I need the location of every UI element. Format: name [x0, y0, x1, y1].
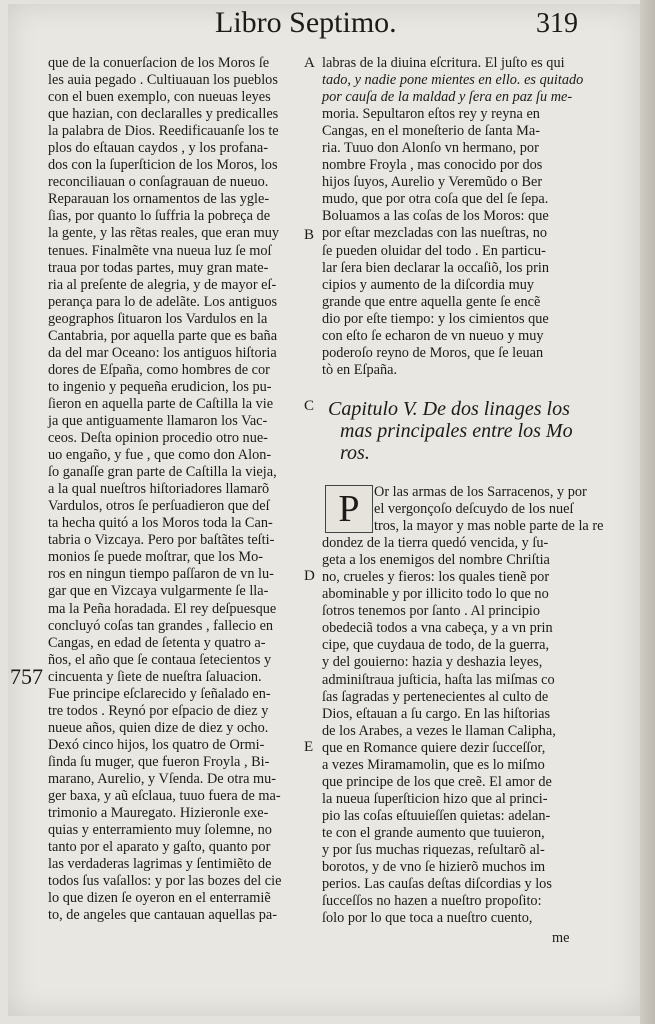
text-line: dos con la ſuperſticion de los Moros, los — [48, 157, 278, 174]
text-line: abominable y por illicito todo lo que no — [322, 586, 549, 603]
text-line: moria. Sepultaron eſtos rey y reyna en — [322, 106, 540, 123]
text-line: adminiſtraua juſticia, haſta las miſmas co — [322, 671, 555, 688]
text-line: ros en ningun tiempo paſſaron de vn lu- — [48, 566, 274, 583]
text-line: ſas ſagradas y pertenecientes al culto de — [322, 688, 549, 705]
text-line: ſotros tenemos por ſanto . Al principio — [322, 603, 540, 620]
text-line: perios. Las cauſas deſtas diſcordias y los — [322, 876, 552, 893]
text-line: con el buen exemplo, con nueuas leyes — [48, 89, 271, 106]
text-line: no, crueles y fieros: los quales tienẽ por — [322, 569, 550, 586]
text-line: la palabra de Dios. Reedificauanſe los te — [48, 123, 279, 140]
right-column-bottom — [322, 484, 604, 927]
text-line: quias y enterramiento muy ſolemne, no — [48, 822, 272, 839]
text-line: monios ſe puede moſtrar, que los Mo- — [48, 549, 264, 566]
text-line: ſucceſſos no hazen a nueſtro propoſito: — [322, 893, 542, 910]
text-line: Dexó cinco hijos, los quatro de Ormi- — [48, 736, 265, 753]
text-line: ria. Tuuo don Alonſo vn hermano, por — [322, 140, 539, 157]
text-line: ja que antiguamente llamaron los Vac- — [48, 412, 268, 429]
text-line: geographos ſituaron los Vardulos en la — [48, 310, 268, 327]
text-line: tabria o Vizcaya. Pero por baſtãtes teſti- — [48, 532, 275, 549]
margin-letter-c: C — [304, 398, 315, 414]
text-line: de los Arabes, a vezes le llaman Calipha, — [322, 722, 556, 739]
text-line: ma la Peña horadada. El rey deſpuesque — [48, 600, 277, 617]
margin-letter-e: E — [304, 739, 314, 755]
text-line: las verdaderas lagrimas y ſentimiẽto de — [48, 856, 272, 873]
text-line: ros. — [340, 442, 370, 464]
text-line: Capitulo V. De dos linages los — [328, 398, 570, 420]
text-line: ria al preſente de alegria, y de mayor eſ- — [48, 276, 277, 293]
margin-letter-d: D — [304, 568, 315, 584]
text-line: Dios, eſtauan a ſu cargo. En las hiſtorias — [322, 705, 551, 722]
text-line: a vezes Miramamolin, que es lo miſmo — [322, 756, 545, 773]
text-line: mudo, que por otra coſa que del ſe ſepa. — [322, 191, 549, 208]
text-line: el vergonçoſo deſcuydo de los nueſ — [374, 501, 574, 518]
text-line: ſinda ſu muger, que fueron Froyla , Bi- — [48, 753, 270, 770]
text-line: todos ſus vaſallos: y por las bozes del cie — [48, 873, 282, 890]
text-line: Reparauan los ornamentos de las ygle- — [48, 191, 270, 208]
text-line: lo que dizen ſe oyeron en el enterramiẽ — [48, 890, 271, 907]
text-line: Or las armas de los Sarracenos, y por — [374, 484, 587, 500]
text-line: perança para lo de adelãte. Los antiguos — [48, 293, 278, 310]
text-line: ſe pueden oluidar del todo . En particu- — [322, 242, 546, 259]
text-line: a la qual nueſtros hiſtoriadores llamarõ — [48, 481, 270, 498]
text-line: tanto por el aparato y gaſto, quanto por — [48, 839, 271, 856]
text-line: traua por todas partes, muy gran mate- — [48, 259, 269, 276]
text-line: ſolo por lo que toca a nueſtro cuento, — [322, 910, 533, 927]
text-line: tado, y nadie pone mientes en ello. es quitado — [322, 72, 584, 89]
text-line: que de la conuerſacion de los Moros ſe — [48, 55, 270, 71]
text-line: ceos. Deſta opinion procedio otro nue- — [48, 430, 268, 447]
text-line: to, de angeles que cantauan aquellas pa- — [48, 907, 278, 924]
text-line: hijos ſuyos, Aurelio y Veremũdo o Ber — [322, 174, 543, 191]
text-line: ſo ganaſſe gran parte de Caſtilla la vieja, — [48, 464, 277, 481]
text-line: poderoſo reyno de Moros, que ſe leuan — [322, 344, 544, 361]
page-edge — [640, 0, 655, 1024]
text-line: por eſtar mezcladas con las nueſtras, no — [322, 225, 548, 242]
right-column-top — [322, 55, 584, 379]
text-line: nueue años, quien dize de diez y ocho. — [48, 719, 269, 736]
text-line: ſieron en aquella parte de Caſtilla la vie — [48, 395, 274, 412]
text-line: les auia pegado . Cultiuauan los pueblos — [48, 72, 278, 89]
text-line: Boluamos a las coſas de los Moros: que — [322, 208, 549, 225]
text-line: concluyó coſas tan grandes , fallecio en — [48, 617, 274, 634]
text-line: dondez de la tierra quedó vencida, y ſu- — [322, 535, 549, 552]
drop-initial: P — [325, 485, 373, 533]
text-line: tros, la mayor y mas noble parte de la re — [374, 518, 604, 535]
text-line: por cauſa de la maldad y ſera en paz ſu me- — [322, 89, 573, 106]
text-line: dores de Eſpaña, como hombres de cor — [48, 361, 270, 378]
margin-letter-b: B — [304, 227, 315, 243]
left-column — [48, 55, 301, 924]
text-line: Vardulos, otros ſe perſuadieron que deſ — [48, 498, 270, 515]
text-line: Cantabria, por aquella parte que es baña — [48, 327, 278, 344]
text-line: con eſto ſe echaron de vn nueuo y muy — [322, 327, 544, 344]
text-line: la nueua ſuperſticion hizo que al princi- — [322, 790, 548, 807]
text-line: geta a los enemigos del nombre Chriſtia — [322, 552, 550, 569]
text-line: gar que en Vizcaya vulgarmente ſe lla- — [48, 583, 269, 600]
text-line: dio por eſte tiempo: y los cimientos que — [322, 310, 549, 327]
catchword: me — [552, 930, 570, 946]
text-line: ños, el año que ſe contaua ſetecientos y — [48, 651, 272, 668]
text-line: reconciliauan o conſagrauan de nueuo. — [48, 174, 269, 191]
text-line: tò en Eſpaña. — [322, 361, 398, 378]
text-line: tenues. Finalmẽte vna nueua luz ſe moſ — [48, 242, 272, 259]
text-line: lar ſera bien declarar la occaſiõ, los prin — [322, 259, 550, 276]
text-line: pio las coſas eſtuuieſſen quietas: adelan- — [322, 807, 551, 824]
text-line: Fue principe eſclarecido y ſeñalado en- — [48, 685, 271, 702]
text-line: te con el grande aumento que tuuieron, — [322, 824, 545, 841]
text-line: Cangas, en el moneſterio de ſanta Ma- — [322, 123, 540, 140]
chapter-heading — [328, 398, 588, 464]
text-line: y del gouierno: hazia y deshazia leyes, — [322, 654, 543, 671]
text-line: la gente, y las rẽtas reales, que eran muy — [48, 225, 280, 242]
text-line: grande que entre aquella gente ſe encẽ — [322, 293, 541, 310]
text-line: to ingenio y pequeña erudicion, los pu- — [48, 378, 272, 395]
text-line: que hazian, con declaralles y predicalles — [48, 106, 279, 123]
text-line: Cangas, en edad de ſetenta y quatro a- — [48, 634, 266, 651]
text-line: plos do eſtauan caydos , y los profana- — [48, 140, 268, 157]
text-line: ger baxa, y aũ eſclaua, tuuo fuera de ma- — [48, 788, 281, 805]
text-line: obedeciã todos a vna cabeça, y a vn prin — [322, 620, 553, 637]
text-line: cincuenta y ſiete de nueſtra ſaluacion. — [48, 668, 262, 685]
text-line: tre todos . Reynó por eſpacio de diez y — [48, 702, 269, 719]
text-line: trimonio a Mauregato. Hizieronle exe- — [48, 805, 269, 822]
text-line: mas principales entre los Mo — [340, 420, 573, 442]
running-title: Libro Septimo. — [215, 6, 397, 39]
text-line: y por ſus muchas riquezas, reſultarõ al- — [322, 841, 545, 858]
text-line: cipios y aumento de la diſcordia muy — [322, 276, 535, 293]
text-line: borotos, y de vno ſe hizierõ muchos im — [322, 859, 546, 876]
text-line: ſias, por quanto lo ſuffria la pobreça de — [48, 208, 271, 225]
text-line: que principe de los que creẽ. El amor de — [322, 773, 552, 790]
margin-letter-a: A — [304, 55, 315, 71]
margin-number: 757 — [10, 664, 43, 689]
text-line: cipe, que cuydaua de todo, de la guerra, — [322, 637, 550, 654]
text-line: ta hecha quitó a los Moros toda la Can- — [48, 515, 273, 532]
text-line: da del mar Oceano: los antiguos hiſtoria — [48, 344, 277, 361]
text-line: labras de la diuina eſcritura. El juſto es qui — [322, 55, 565, 71]
text-line: marano, Aurelio, y Vſenda. De otra mu- — [48, 770, 277, 787]
text-line: que en Romance quiere dezir ſucceſſor, — [322, 739, 546, 756]
text-line: uo engaño, y fue , que como don Alon- — [48, 447, 272, 464]
folio-number: 319 — [536, 8, 578, 39]
text-line: nombre Froyla , mas conocido por dos — [322, 157, 543, 174]
